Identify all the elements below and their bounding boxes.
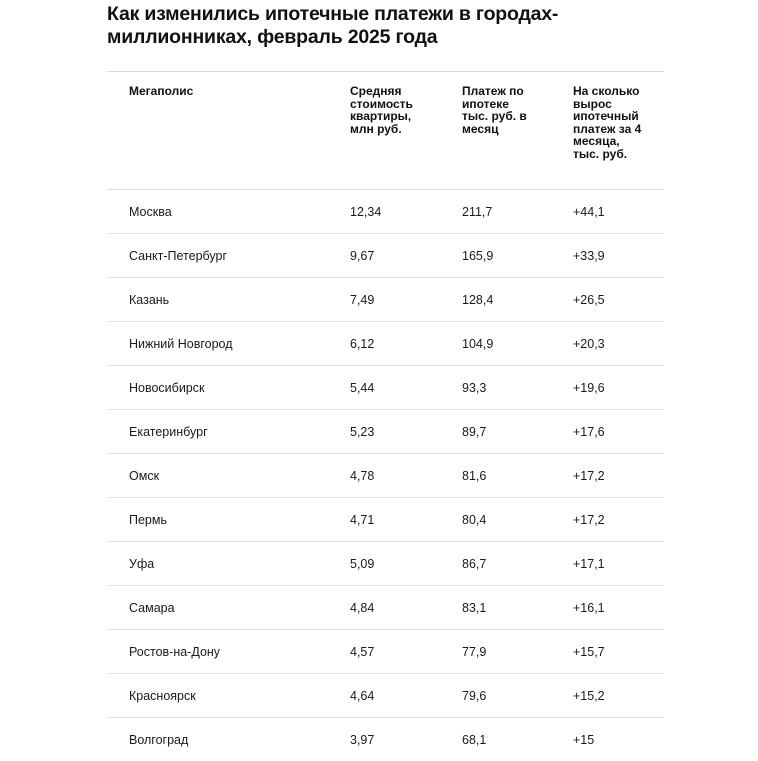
cell-growth: +15,2: [573, 674, 664, 718]
page-title: [107, 3, 627, 49]
table-row: [107, 630, 664, 674]
cell-growth: +26,5: [573, 278, 664, 322]
cell-payment: 86,7: [462, 542, 573, 586]
title-line-2: миллионниках, февраль 2025 года: [107, 26, 437, 48]
cell-payment: 68,1: [462, 718, 573, 761]
cell-payment: 81,6: [462, 454, 573, 498]
header-price: Средняя стоимость квартиры, млн руб.: [350, 72, 462, 190]
table-row: [107, 322, 664, 366]
cell-growth: +33,9: [573, 234, 664, 278]
cell-city: Уфа: [107, 542, 350, 586]
cell-price: 12,34: [350, 190, 462, 234]
header-city: Мегаполис: [107, 72, 350, 190]
cell-price: 4,57: [350, 630, 462, 674]
table-body: [107, 190, 664, 761]
cell-city: Ростов-на-Дону: [107, 630, 350, 674]
cell-city: Пермь: [107, 498, 350, 542]
cell-price: 4,71: [350, 498, 462, 542]
cell-payment: 93,3: [462, 366, 573, 410]
cell-price: 5,44: [350, 366, 462, 410]
table-row: [107, 278, 664, 322]
header-growth: На сколько вырос ипотечный платеж за 4 месяца, тыс. руб.: [573, 72, 664, 190]
cell-city: Омск: [107, 454, 350, 498]
cell-growth: +19,6: [573, 366, 664, 410]
cell-payment: 165,9: [462, 234, 573, 278]
cell-price: 6,12: [350, 322, 462, 366]
table-row: [107, 498, 664, 542]
table-header: [107, 72, 664, 190]
cell-growth: +15,7: [573, 630, 664, 674]
cell-price: 5,09: [350, 542, 462, 586]
cell-city: Нижний Новгород: [107, 322, 350, 366]
table-row: [107, 190, 664, 234]
cell-growth: +20,3: [573, 322, 664, 366]
table-row: [107, 542, 664, 586]
cell-payment: 79,6: [462, 674, 573, 718]
cell-price: 7,49: [350, 278, 462, 322]
cell-payment: 128,4: [462, 278, 573, 322]
cell-growth: +17,2: [573, 454, 664, 498]
header-payment: Платеж по ипотеке тыс. руб. в месяц: [462, 72, 573, 190]
cell-city: Красноярск: [107, 674, 350, 718]
cell-growth: +16,1: [573, 586, 664, 630]
cell-city: Новосибирск: [107, 366, 350, 410]
table-row: [107, 454, 664, 498]
cell-payment: 83,1: [462, 586, 573, 630]
cell-city: Екатеринбург: [107, 410, 350, 454]
cell-price: 4,84: [350, 586, 462, 630]
cell-city: Санкт-Петербург: [107, 234, 350, 278]
cell-price: 5,23: [350, 410, 462, 454]
table-row: [107, 586, 664, 630]
table-row: [107, 674, 664, 718]
cell-growth: +44,1: [573, 190, 664, 234]
cell-growth: +15: [573, 718, 664, 761]
cell-city: Самара: [107, 586, 350, 630]
cell-price: 3,97: [350, 718, 462, 761]
cell-growth: +17,2: [573, 498, 664, 542]
title-line-1: Как изменились ипотечные платежи в городах-: [107, 3, 558, 25]
table-row: [107, 234, 664, 278]
cell-payment: 80,4: [462, 498, 573, 542]
cell-payment: 77,9: [462, 630, 573, 674]
cell-city: Казань: [107, 278, 350, 322]
table-row: [107, 366, 664, 410]
cell-payment: 104,9: [462, 322, 573, 366]
cell-growth: +17,1: [573, 542, 664, 586]
table-row: [107, 410, 664, 454]
cell-price: 4,78: [350, 454, 462, 498]
table-row: [107, 718, 664, 761]
cell-price: 4,64: [350, 674, 462, 718]
header-row: [107, 72, 664, 190]
mortgage-table: [107, 71, 664, 761]
cell-city: Москва: [107, 190, 350, 234]
cell-payment: 211,7: [462, 190, 573, 234]
cell-payment: 89,7: [462, 410, 573, 454]
cell-city: Волгоград: [107, 718, 350, 761]
cell-growth: +17,6: [573, 410, 664, 454]
cell-price: 9,67: [350, 234, 462, 278]
